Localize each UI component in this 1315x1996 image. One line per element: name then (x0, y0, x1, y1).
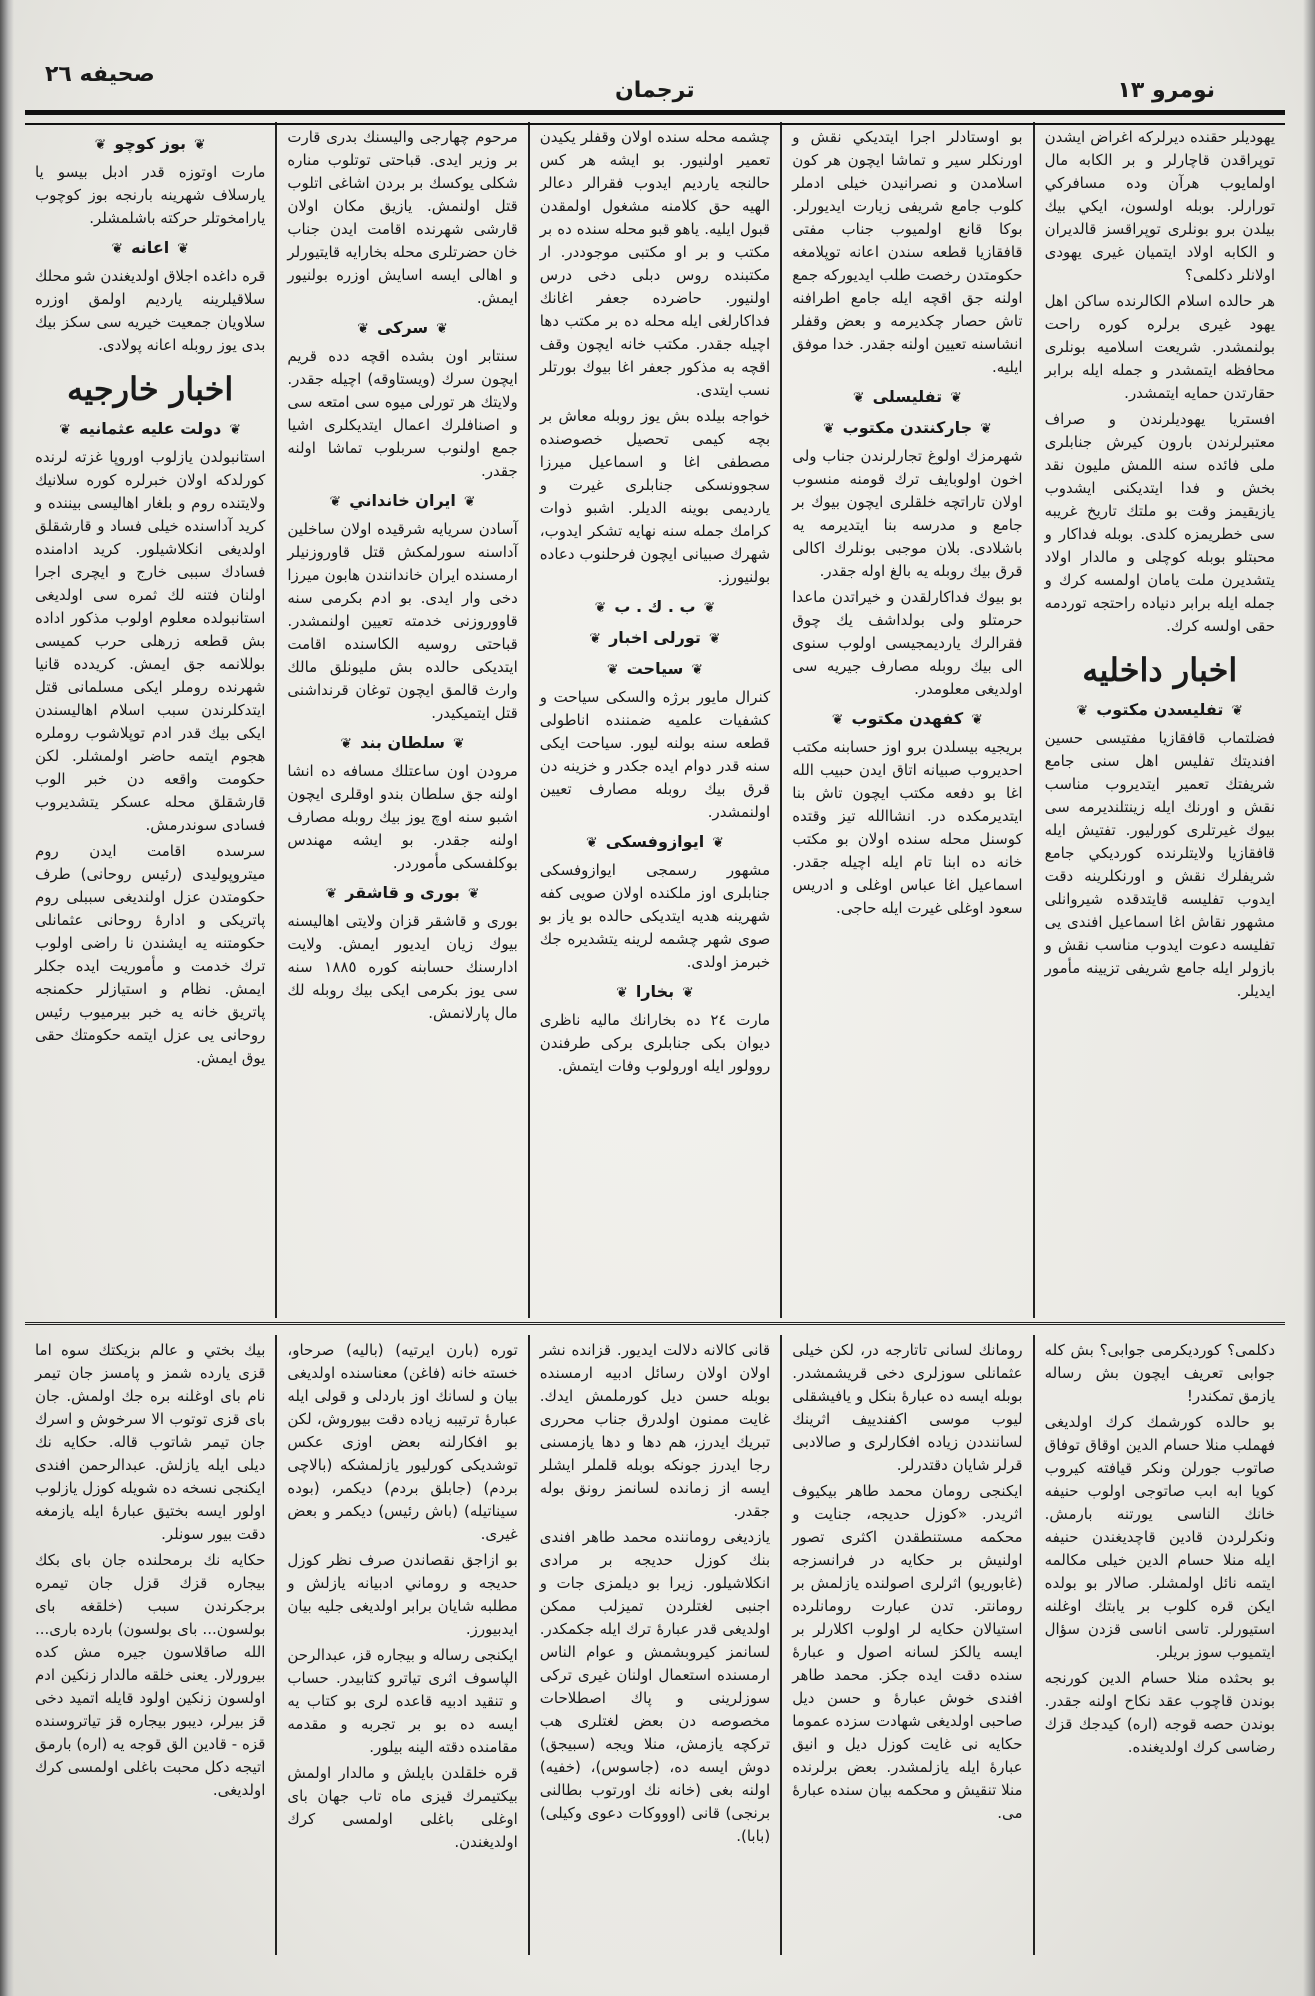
newspaper-title: ترجمان (615, 78, 695, 103)
article-paragraph: رومانك لسانى تاتارجه در، لكن خيلى عثمانلى سوزلرى دخى قريشمشدر. بوبله ايسه ده عبارۀ بنكل و يافيشقلى ليوب موسى اكفندييف اثرينك لساننددن زياده افكارلرى و صالادبى قرلر شايان دقتدرلر. (792, 1341, 1023, 1474)
article-paragraph: كنرال مايور برژه والسكى سياحت و كشفيات علميه ضمننده اناطولى قطعه سنه بولنه ليور. سياحت ايكى سنه قدر دوام ايده جكدر و خزينه دن قرق بيك روبله مصارف تعيين اولنمشدر. (539, 688, 771, 821)
article-paragraph: ايكنجى رساله و بيجاره قز، عبدالرحن الپاسوف اثرى تياترو كتابيدر. حساب و تنقيد ادبيه قاعده لرى بو كتاب يه ايسه ده بو بر تجربه و مقدمه مقامنده دقته الينه بيلور. (287, 1646, 518, 1756)
article-heading: ❦ سياحت ❦ (540, 657, 770, 682)
page-binding-shadow (0, 0, 14, 1996)
article-heading: ❦ اعانه ❦ (35, 236, 265, 261)
article-heading: ❦ دولت عليه عثمانيه ❦ (35, 417, 265, 442)
article-paragraph: قره داغده اجلاق اولديغندن شو محلك سلاقيلرينه يارديم اولمق اوزره سلاويان جمعيت خيريه سى سكز بيك بدى يوز روبله اعانه پولادى. (34, 267, 266, 354)
page-number: صحيفه ٢٦ (45, 62, 155, 87)
article-paragraph: بو اوستادلر اجرا ايتديكي نقش و اورنكلر سير و تماشا ايچون هر كون اسلامدن و نصرانيدن خيلى ادملر كلوب جامع شريفى زيارت ايديورلر. بوكا قانع اولميوب جناب مفتى قافقازيا قطعه سندن اعانه توپلامغه حكومتدن رخصت طلب ايديوركه جمع اولنه جق اقچه ايله جامع اطرافنه تاش حصار چكديرمه و بعض وقفلر انشاسنه تعيين اولنه جقدر. خدا موفق ايليه. (792, 128, 1023, 376)
article-column (1033, 122, 1285, 1318)
article-paragraph: حكايه نك برمحلنده جان باى بكك بيجاره قزك قزل جان تيمره برجكرندن سبب (خلقغه باى بولسون... باى بولسون) بارده بارى... الله صاقلاسون جيره مش كده بيرورلار. يعنى خلقه مالدار زنكين ادم اولسون زنكين اولود قايله اتميد دخى قز بيرلر، ديبور بيجاره قز تياتروسنده قزه - قادين الق قوجه يه (اره) بارمق اتيجه دكل محبت باغلى اولمسى كرك اولديغى. (34, 1551, 266, 1799)
article-column (1033, 1335, 1285, 1955)
article-paragraph: چشمه محله سنده اولان وقفلر يكيدن تعمير اولنيور. بو ايشه هر كس حالنجه يارديم ايدوب فقرالر دعالر الهيه حق كلامنه مشغول اولمقدن قبول ايليه. ياهو قبو محله سنده ده بر مكتب و بر او مكتبى موجوددر. ار مكتبنده روس دبلى دخى درس اولنيور. حاضرده جعفر اغانك فداكارلغى ايله محله ده بر مكتب دها اچيله جقدر. مكتب خانه ايچون وقف اقچه به مذكور جعفر اغا بيوك بورتلر نسب ايتدى. (539, 128, 771, 399)
article-heading: ❦ جاركنتدن مكتوب ❦ (792, 416, 1022, 441)
section-title: اخبار خارجيه (67, 370, 234, 408)
article-paragraph: بريجيه بيسلدن برو اوز حسابنه مكتب احديروب صبيانه اتاق ايدن حبيب الله اغا بو دفعه مكتب ايچون تاش بنا ايتديرمكده در. انشاالله تيز وقتده كوسنل محله سنده اولان بو مكتب خانه ده ابنا تام ايله اچيله جقدر. اسماعيل اغا عباس اوغلى و ادريس سعود اوغلى غيرت ايله حاجى. (792, 738, 1023, 917)
article-column (25, 1335, 275, 1955)
bottom-columns (25, 1335, 1285, 1955)
section-divider (25, 1322, 1285, 1329)
article-heading: ❦ بخارا ❦ (540, 980, 770, 1005)
article-heading: ❦ تورلى اخبار ❦ (540, 626, 770, 651)
article-heading: ❦ ب . ك . ب ❦ (540, 595, 770, 620)
article-heading: ❦ ايران خانداني ❦ (287, 489, 517, 514)
article-paragraph: هر حالده اسلام الكالرنده ساكن اهل يهود غيرى برلره كوره راحت بولنمشدر. شريعت اسلاميه بونلرى محافظه ايتمشدر و جمله ايله برابر حقارتدن حمايه ايتمشدر. (1044, 292, 1275, 402)
article-paragraph: مرحوم چهارجى واليسنك بدرى قارت بر وزير ايدى. قباحتى توتلوب مناره شكلى يوكسك بر بردن اشاغى اتلوب قتل اولنمش. يازيق مكان اولان قارشى شهرنده اقامت ايدن جناب خان حضرتلرى محله بخارايه قايتيورلر و اهالى ايسه اسايش اوزره بولنيور ايمش. (287, 128, 518, 307)
section-title: اخبار داخليه (1082, 651, 1238, 689)
article-paragraph: استانبولدن يازلوب اوروپا غزته لرنده كورلدكه اولان خبرلره كوره سلانيك ولايتنده روم و بلغار اهاليسى بيننده و كريد آداسنده خيلى فساد و قارشقلق اولديغى انكلاشيلور. كريد ادامنده فسادك سببى خارج و ايچرى اجرا اولنان فتنه لك ثمره سى اولديغى استانبولده معلوم اولوب مذكور اداده بش قطعه زرهلى حرب كميسى بوللانمه جق ايمش. كريدده قانيا شهرنده روملر ايكى مسلمانى قتل ايتدكلرندن سبب اسلام اهاليسندن ايكى بيك قدر ادم توپلاشوب روملره هجوم ايتمه حاضر اولمشلر. لكن حكومت واقعه دن خبر الوب قارشقلق محله عسكر يتشديروب فسادى سوندرمش. (34, 448, 266, 834)
article-paragraph: مارت اوتوزه قدر ادبل بيسو يا يارسلاف شهرينه بارنجه بوز كوچوب يارامخوتلر حركته باشلمشلر. (34, 163, 266, 227)
article-paragraph: مرودن اون ساعتلك مسافه ده انشا اولنه جق سلطان بندو اوقلرى ايچون اشبو سنه اوچ يوز بيك روبله مصارف اولنه جقدر. بو ايشه مهندس بوكلفسكى مأموردر. (287, 762, 518, 872)
page-edge-shadow (1303, 0, 1315, 1996)
article-paragraph: آسادن سريايه شرقيده اولان ساخلين آداسنه سورلمكش قتل قاوروزنيلر ارمسنده ايران خاندانندن هابون ميرزا دخى وار ايدى. بو ادم بكرمى سنه قاووروزنى خدمته تعيين اولنمشدر. قباحتى روسيه الكاسنده اقامت ايتديكى حالده بش مليونلق مالك وارث قالمق ايچون توغان قرنداشنى قتل ايتميكيدر. (287, 520, 518, 722)
article-heading: ❦ سلطان بند ❦ (287, 731, 517, 756)
article-paragraph: بو بحثده منلا حسام الدين كورنجه بوندن قاچوب عقد نكاح اولنه جقدر. بوندن حصه قوجه (اره) كيدجك قزك رضاسى كرك اولديغنده. (1044, 1669, 1275, 1756)
article-heading: ❦ بوز كوچو ❦ (35, 132, 265, 157)
article-paragraph: سنتابر اون بشده اقچه دده قريم ايچون سرك (ويستاوقه) اچيله جقدر. ولايتك هر تورلى ميوه سى امتعه سى و اصنافلرك اعمال ايتديكلرى اشيا جمع اولنوب سربلوب تماشا اولنه جقدر. (287, 347, 518, 480)
article-column (275, 1335, 527, 1955)
issue-number: نومرو ١٣ (1117, 78, 1215, 103)
article-paragraph: بيك بختي و عالم بزيكتك سوه اما قزى يارده شمز و پامسز جان تيمر نام باى اوغلنه بره جك اولمش. جان باى قزى توتوب الا سرخوش و اسرك جان تيمر شاتوب قاله. حكايه نك ديلى ايله يازلش. عبدالرحمن افندى ايكنجى نسخه ده شويله كوزل يازلوب اولور ايسه بختيق عبارۀ ايله يازمغه دقت بيور سونلر. (34, 1341, 266, 1543)
article-column (528, 1335, 780, 1955)
article-paragraph: بو ازاجق نقصاندن صرف نظر كوزل حديجه و روماني ادبيانه يازلش و مطلبه شايان برابر اولديغى جليه بيان ايدبيورز. (287, 1551, 518, 1638)
article-paragraph: يازديغى روماننده محمد طاهر افندى بنك كوزل حديجه بر مرادى انكلاشيلور. زيرا بو ديلمزى جات و اجنبى لغتلردن تميزلب ممكن اولديغى قدر عبارۀ ترك ايله جكمكدر. لسانمز كيروبشمش و عوام الناس ارمسنده استعمال اولنان غيرى تركى سوزلرينى و پاك اصطلاحات مخصوصه دن بعض لغتلرى هب تركچه يازمش، منلا ويجه (سبيجق) دوش ايسه ده، (جاسوس)، (خفيه) اولنه بغى (خانه نك اورتوب بطالنى برنجى) قانى (اوووكات دعوى وكيلى) (بابا). (539, 1528, 771, 1845)
article-paragraph: مارت ٢٤ ده بخارانك ماليه ناظرى ديوان بكى جنابلرى بركى طرفندن روولور ايله اورولوب وفات ايتمش. (539, 1011, 771, 1075)
article-heading: ❦ كفهدن مكتوب ❦ (792, 707, 1022, 732)
masthead (25, 60, 1285, 110)
article-paragraph: توره (بارن ايرتيه) (باليه) صرحاو، خسته خانه (فاغن) معناسنده اولديغى بيان و لسانك اوز باردلى و قولى ايله عبارۀ ترتيبه زياده دقت بيوروش، لكن بو افكارلنه بعض اوزى عكس توشديكى كورليور يازلمشكه (بالاچى بردم) (جابلق بردم) ديكمر، (بوده سيناتيله) (باش رئيس) ديكمر و بعض غيرى. (287, 1341, 518, 1543)
article-paragraph: فضلتماب قافقازيا مفتيسى حسين افنديتك تفليس اهل سنى جامع شريفتك تعمير ايتديروب مناسب نقش و اورنك ايله زينتلنديرمه سى بيوك غيرتلرى كورليور. تفتيش ايله قافقازيا ولايتلرنده كورديكي جامع شريفلرك نقش و اورنكلرينه دقت ايدوب تفليسه قايتدقده شيروانلى مشهور نقاش اغا اسماعيل افندى يى تفليسه دعوت ايدوب مناسب نقش و بازولر ايله جامع شريفى تزيينه مأمور ايديلر. (1044, 729, 1275, 1000)
article-paragraph: دكلمى؟ كورديكرمى جوابى؟ بش كله جوابى تعريف ايچون بش رساله يازمق تمكندر! (1044, 1341, 1275, 1405)
article-column (780, 1335, 1032, 1955)
article-column (528, 122, 780, 1318)
article-column (275, 122, 527, 1318)
article-heading: ❦ تفليسلى ❦ (792, 385, 1022, 410)
masthead-rule (25, 110, 1285, 125)
article-paragraph: سرسده اقامت ايدن روم ميتروپوليدى (رئيس روحانى) طرف حكومتدن عزل اولنديغى سببلى روم پاتريكى و ادارۀ روحانى عثمانلى حكومتنه يه ايشندن نا راضى اولوب ترك خدمت و مأموريت ايده جكلر ايمش. نظام و استيازلر حكمنجه پاتريق خانه يه خبر بيرميوب رئيس روحانى يى عزل ايتمه حكومتك حقى يوق ايمش. (34, 842, 266, 1067)
article-heading: ❦ تفليسدن مكتوب ❦ (1045, 698, 1275, 723)
article-paragraph: بو حالده كورشمك كرك اولديغى فهملب منلا حسام الدين اوقاق توفاق صاتوب جورلن ونكر قيافته كيروب كويا ابه ابب صاتوجى اولوب حنيفه خانك الناسى يورتنه بارمش. ونكرلردن قادين قاچديغندن حنيفه ايله منلا حسام الدين خيلى مكالمه ايتمه نائل اولمشلر. صالار بو بولده ايكن قره كلوب بر يابتك اوغلنه استيورلر. تاسى اناسى قزدن سؤال ايتميوب سوز بريلر. (1044, 1413, 1275, 1661)
article-paragraph: ايكنجى رومان محمد طاهر بيكيوف اثريدر. «كوزل حديجه، جنايت و محكمه مستنطقدن اكثرى تصور اولنيش بر حكايه در فرانسزجه (غابوريو) اثرلرى اصولنده يازلمش بر رومانتر. تدن عبارت رومانلرده استيالان حكايه لر اولوب اكلارلر بر ايسه يالكز لسانه اصول و عبارۀ سنده دقت ايده جكز. محمد طاهر افندى خوش عبارۀ و حسن ديل صاحبى اولديغى شهادت سزده عموما حكايه نى غايت كوزل ديل و انيق عبارۀ ايله يازلمشدر. بعض برلرنده منلا تنقيش و محكمه بيان سنده عبارۀ مى. (792, 1482, 1023, 1822)
article-paragraph: خواجه بيلده بش يوز روبله معاش بر بچه كيمى تحصيل خصوصنده مصطفى اغا و اسماعيل ميرزا سجوونسكى جنابلرى غيرت و يارديمى بوينه الديلر. اشبو ذوات كرامك جمله سنه نهايه تشكر ايدوب، شهرك صبيانى ايچون فرحلنوب دعاده بولنيورز. (539, 407, 771, 586)
article-paragraph: مشهور رسمجى ايوازوفسكى جنابلرى اوز ملكنده اولان صويى كفه شهرينه هديه ايتديكى حالده بو ياز بو صوى شهر چشمه لرينه يتشديره جك خبرمز اولدى. (539, 861, 771, 971)
article-heading: ❦ سركى ❦ (287, 316, 517, 341)
article-paragraph: بو بيوك فداكارلقدن و خيراتدن ماعدا حرمتلو ولى بولداشف يك چوق فقرالرك يارديمجيسى اولوب سنوى الى بيك روبله مصارف جيريه سى اولديغى معلومدر. (792, 588, 1023, 698)
article-column (25, 122, 275, 1318)
article-heading: ❦ ايوازوفسكى ❦ (540, 830, 770, 855)
article-column (780, 122, 1032, 1318)
article-paragraph: بورى و قاشقر قزان ولايتى اهاليسنه بيوك زيان ايديور ايمش. ولايت ادارسنك حسابنه كوره ١٨٨٥ سنه سى يوز بكرمى ايكى بيك روبله لك مال پارلانمش. (287, 912, 518, 1022)
article-paragraph: يهوديلر حقنده ديرلركه اغراض ايشدن توپراقدن قاچارلر و بر الكابه مال اولمايوب هرآن وده مسافركي تورارلر. بوبله اولسون، ايكي بيك بيلدن برو بونلرى توپراقسز قالديران و الكابه اولاد ايتميان غيرى يهودى اولانلر دكلمى؟ (1044, 128, 1275, 284)
article-paragraph: شهرمزك اولوغ تجارلرندن جناب ولى اخون اولوبايف ترك قومنه منسوب اولان تاراتچه خلقلرى ايچون بيوك بر جامع و مدرسه بنا ايتديرمه يه باشلادى. بلان موجبى بونلرك اكالى قرق بيك روبله يه بالغ اوله جقدر. (792, 447, 1023, 580)
article-paragraph: قره خلقلدن بايلش و مالدار اولمش بيكتيمرك قيزى ماه تاب جهان باى اوغلى باغلى اولمسى كرك اولديغندن. (287, 1764, 518, 1851)
top-columns (25, 122, 1285, 1318)
article-heading: ❦ بورى و قاشقر ❦ (287, 881, 517, 906)
article-paragraph: افستريا يهوديلرندن و صراف معتبرلرندن بارون كيرش جنابلرى ملى فائده سنه اللمش مليون نقد بخش و فدا ايتديكنى ايشدوب يازيقيمز وقت بو ملتك تاريخ غريبه سى خطريمزه كلدى. بوبله فداكار و محبتلو بوبله كوچلى و مالدار اولاد يتشديرن ملت يامان اولمسه كرك و جمله ايله برابر دنياده راحتجه توردمه حقى اولسه كرك. (1044, 410, 1275, 635)
article-paragraph: قانى كالانه دلالت ايديور. قزانده نشر اولان اولان رسائل ادبيه ارمسنده بوبله حسن ديل كورملمش ايدك. غايت ممنون اولدرق جناب محررى تبريك ايدرز، هم دها و دها يازمسنى رجا ايدرز جونكه بوبله قلملر ايشلر ايسه از زمانده لسانمز رونق بوله جقدر. (539, 1341, 771, 1520)
